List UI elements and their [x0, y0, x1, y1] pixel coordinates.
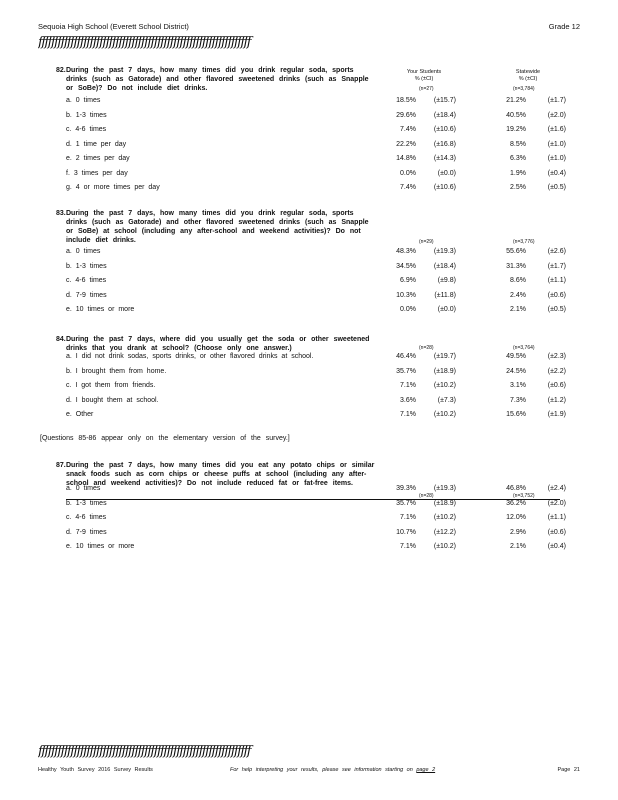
- your-ci: (±0.0): [437, 169, 456, 177]
- your-ci: (±14.3): [433, 155, 456, 162]
- state-ci: (±2.4): [547, 485, 566, 492]
- your-percent: 14.8%: [396, 155, 416, 162]
- footer-help: For help interpreting your results, please see information starting on page 2: [230, 767, 436, 773]
- state-percent: 24.5%: [506, 367, 526, 375]
- school-name: Sequoia High School (Everett School District): [38, 22, 189, 31]
- answer-row: [66, 274, 581, 289]
- question-text: During the past 7 days, where did you usually get the soda or other sweetened drinks that you drank at school? (Choose only one answer.): [66, 336, 370, 352]
- your-ci: (±19.7): [433, 353, 456, 360]
- state-percent: 2.5%: [510, 184, 526, 191]
- answer-row: [66, 379, 581, 394]
- answer-label: b. 1-3 times: [66, 499, 107, 507]
- answer-row: [66, 289, 581, 304]
- state-ci: (±2.6): [547, 248, 566, 255]
- state-percent: 21.2%: [506, 97, 526, 104]
- answer-label: b. I brought them from home.: [66, 367, 167, 375]
- your-ci: (±18.9): [433, 499, 456, 507]
- state-ci: (±0.6): [547, 382, 566, 389]
- answer-row: [66, 350, 581, 365]
- your-percent: 22.2%: [396, 140, 416, 148]
- your-ci: (±12.2): [433, 528, 456, 536]
- answer-label: f. 3 times per day: [66, 169, 128, 177]
- your-ci: (±19.3): [433, 248, 456, 255]
- n-your: (n=28): [419, 345, 434, 351]
- n-state: (n=3,752): [513, 493, 535, 499]
- answer-label: d. 7-9 times: [66, 291, 107, 299]
- state-percent: 36.2%: [506, 499, 526, 507]
- n-your: (n=27): [419, 86, 434, 92]
- state-percent: 8.5%: [510, 140, 526, 148]
- answer-label: c. 4-6 times: [66, 277, 107, 284]
- grade-label: Grade 12: [548, 22, 580, 31]
- answer-label: g. 4 or more times per day: [66, 184, 160, 191]
- answer-label: d. 7-9 times: [66, 528, 107, 536]
- state-percent: 15.6%: [506, 411, 526, 418]
- state-percent: 3.1%: [510, 382, 526, 389]
- state-ci: (±1.7): [547, 262, 566, 270]
- n-your: (n=29): [419, 239, 434, 245]
- answer-row: [66, 303, 581, 318]
- your-percent: 35.7%: [396, 367, 416, 375]
- state-percent: 2.4%: [510, 291, 526, 299]
- your-percent: 0.0%: [400, 169, 416, 177]
- n-state: (n=3,764): [513, 345, 535, 351]
- answer-label: b. 1-3 times: [66, 111, 107, 119]
- question-text: During the past 7 days, how many times did you eat any potato chips or similar snack foods such as corn chips or cheese puffs at school (including any after-school and weekend activities)? Do not include reduced fat or fat-free items.: [66, 462, 375, 487]
- state-percent: 7.3%: [510, 396, 526, 404]
- state-ci: (±0.6): [547, 291, 566, 299]
- your-ci: (±9.8): [437, 277, 456, 284]
- n-state: (n=3,784): [513, 86, 535, 92]
- question-83: 83. During the past 7 days, how many times did you drink regular soda, sports drinks (such as Gatorade) and other flavored sweetened drinks (such as Snapple or SoBe) at school (including any after-school and weekend activities)? Do not include diet drinks. (n=29) (n=3,776) a. 0 times 48.3% (±19.3) 55.6% (±2.6) b. 1-3 times 34.5% (±18.4) 31.3% (±1.7) c. 4-6 times 6.9% (±9.8) 8.6% (±1.1) d. 7-9 times 10.3% (±11.8) 2.4% (±0.6) e. 10 times or more 0.0% (±0.0) 2.1% (±0.5): [66, 209, 581, 318]
- your-ci: (±18.9): [433, 367, 456, 375]
- your-ci: (±7.3): [437, 396, 456, 404]
- answer-row: [66, 123, 581, 138]
- state-percent: 6.3%: [510, 155, 526, 162]
- answer-row: [66, 138, 581, 153]
- state-ci: (±1.2): [547, 396, 566, 404]
- state-ci: (±0.5): [547, 184, 566, 191]
- your-percent: 10.3%: [396, 291, 416, 299]
- your-percent: 6.9%: [400, 277, 416, 284]
- question-text: During the past 7 days, how many times did you drink regular soda, sports drinks (such as Gatorade) and other flavored sweetened drinks (such as Snapple or SoBe) at school (including any after-school and weekend activities)? Do not include diet drinks.: [66, 210, 369, 244]
- state-percent: 2.1%: [510, 306, 526, 313]
- answer-label: c. 4-6 times: [66, 126, 107, 133]
- n-state: (n=3,776): [513, 239, 535, 245]
- question-84: 84. During the past 7 days, where did you usually get the soda or other sweetened drinks that you drank at school? (Choose only one answer.) (n=28) (n=3,764) a. I did not drink sodas, sports drinks, or other flavored drinks at school. 46.4% (±19.7) 49.5% (±2.3) b. I brought them from home. 35.7% (±18.9) 24.5% (±2.2) c. I got them from friends. 7.1% (±10.2) 3.1% (±0.6) d. I bought them at school. 3.6% (±7.3) 7.3% (±1.2) e. Other 7.1% (±10.2) 15.6% (±1.9): [66, 335, 581, 423]
- answer-row: [66, 167, 581, 182]
- your-percent: 0.0%: [400, 306, 416, 313]
- state-percent: 46.8%: [506, 485, 526, 492]
- answer-label: e. 10 times or more: [66, 306, 135, 313]
- note: [Questions 85-86 appear only on the elementary version of the survey.]: [40, 435, 290, 442]
- footer-page-link[interactable]: page 2: [416, 767, 436, 773]
- your-ci: (±10.2): [433, 382, 456, 389]
- col-statewide: Statewide % (±CI): [515, 69, 541, 82]
- your-ci: (±11.8): [434, 291, 456, 299]
- state-percent: 1.9%: [510, 169, 526, 177]
- your-percent: 46.4%: [396, 353, 416, 360]
- your-ci: (±10.2): [433, 543, 456, 550]
- state-percent: 31.3%: [506, 262, 526, 270]
- state-ci: (±1.1): [547, 277, 566, 284]
- state-ci: (±0.4): [547, 169, 566, 177]
- your-ci: (±10.2): [433, 411, 456, 418]
- page-number: Page 21: [557, 767, 580, 773]
- your-percent: 29.6%: [396, 111, 416, 119]
- footer-title: Healthy Youth Survey 2016 Survey Results: [38, 767, 153, 773]
- state-ci: (±1.9): [547, 411, 566, 418]
- answer-label: e. 10 times or more: [66, 543, 135, 550]
- state-percent: 19.2%: [506, 126, 526, 133]
- col-your-students: Your Students % (±CI): [406, 69, 442, 82]
- decorative-rule-top: ffffffffffffffffffffffffffffffffffffffffffffffffffffffffffffffffff: [38, 36, 250, 50]
- answer-row: [66, 526, 581, 541]
- state-ci: (±1.0): [547, 155, 566, 162]
- state-percent: 40.5%: [506, 111, 526, 119]
- your-percent: 10.7%: [396, 528, 416, 536]
- your-percent: 39.3%: [396, 485, 416, 492]
- answer-label: d. 1 time per day: [66, 140, 127, 148]
- state-ci: (±2.3): [547, 353, 566, 360]
- your-ci: (±0.0): [437, 306, 456, 313]
- state-ci: (±0.6): [547, 528, 566, 536]
- answer-row: [66, 394, 581, 409]
- your-percent: 7.1%: [400, 543, 416, 550]
- answer-label: e. Other: [66, 411, 94, 418]
- state-percent: 2.9%: [510, 528, 526, 536]
- answer-row: [66, 260, 581, 275]
- state-percent: 2.1%: [510, 543, 526, 550]
- answer-label: d. I bought them at school.: [66, 396, 159, 404]
- your-percent: 7.4%: [400, 184, 416, 191]
- state-ci: (±1.7): [547, 97, 566, 104]
- decorative-rule-bottom: ffffffffffffffffffffffffffffffffffffffffffffffffffffffffffffffffff: [38, 745, 250, 759]
- your-percent: 18.5%: [396, 97, 416, 104]
- state-ci: (±2.0): [547, 499, 566, 507]
- state-ci: (±0.4): [547, 543, 566, 550]
- state-ci: (±2.2): [547, 367, 566, 375]
- answer-label: a. 0 times: [66, 97, 101, 104]
- your-ci: (±10.6): [433, 184, 456, 191]
- answer-row: [66, 511, 581, 526]
- answer-row: [66, 365, 581, 380]
- your-percent: 35.7%: [396, 499, 416, 507]
- page-header: [38, 22, 580, 31]
- your-ci: (±15.7): [433, 97, 456, 104]
- answer-label: a. I did not drink sodas, sports drinks, or other flavored drinks at school.: [66, 353, 314, 360]
- your-ci: (±10.6): [433, 126, 456, 133]
- answer-row: [66, 482, 581, 497]
- state-ci: (±1.6): [547, 126, 566, 133]
- state-percent: 49.5%: [506, 353, 526, 360]
- your-percent: 3.6%: [400, 396, 416, 404]
- answer-row: [66, 408, 581, 423]
- state-ci: (±0.5): [547, 306, 566, 313]
- answer-label: a. 0 times: [66, 485, 101, 492]
- your-ci: (±18.4): [433, 262, 456, 270]
- your-percent: 34.5%: [396, 262, 416, 270]
- state-ci: (±2.0): [547, 111, 566, 119]
- your-percent: 7.4%: [400, 126, 416, 133]
- question-82: 82. During the past 7 days, how many times did you drink regular soda, sports drinks (such as Gatorade) and other flavored sweetened drinks (such as Snapple or SoBe)? Do not include diet drinks. (n=27) (n=3,784) a. 0 times 18.5% (±15.7) 21.2% (±1.7) b. 1-3 times 29.6% (±18.4) 40.5% (±2.0) c. 4-6 times 7.4% (±10.6) 19.2% (±1.6) d. 1 time per day 22.2% (±16.8) 8.5% (±1.0) e. 2 times per day 14.8% (±14.3) 6.3% (±1.0) f. 3 times per day 0.0% (±0.0) 1.9% (±0.4) g. 4 or more times per day 7.4% (±10.6) 2.5% (±0.5): [66, 66, 581, 196]
- question-text: During the past 7 days, how many times did you drink regular soda, sports drinks (such as Gatorade) and other flavored sweetened drinks (such as Snapple or SoBe)? Do not include diet drinks.: [66, 67, 369, 92]
- your-percent: 7.1%: [400, 411, 416, 418]
- answer-label: c. 4-6 times: [66, 514, 107, 521]
- your-percent: 7.1%: [400, 382, 416, 389]
- answer-row: [66, 94, 581, 109]
- your-percent: 48.3%: [396, 248, 416, 255]
- answer-row: [66, 540, 581, 555]
- answer-row: [66, 152, 581, 167]
- answer-row: [66, 109, 581, 124]
- answer-label: a. 0 times: [66, 248, 101, 255]
- n-your: (n=28): [419, 493, 434, 499]
- your-ci: (±19.3): [433, 485, 456, 492]
- answer-label: e. 2 times per day: [66, 155, 130, 162]
- state-percent: 8.6%: [510, 277, 526, 284]
- answer-row: [66, 497, 581, 512]
- your-ci: (±16.8): [433, 140, 456, 148]
- state-percent: 55.6%: [506, 248, 526, 255]
- your-percent: 7.1%: [400, 514, 416, 521]
- state-ci: (±1.0): [547, 140, 566, 148]
- answer-row: [66, 245, 581, 260]
- state-ci: (±1.1): [547, 514, 566, 521]
- answer-label: b. 1-3 times: [66, 262, 107, 270]
- state-percent: 12.0%: [506, 514, 526, 521]
- your-ci: (±18.4): [433, 111, 456, 119]
- question-87: 87. During the past 7 days, how many times did you eat any potato chips or similar snack foods such as corn chips or cheese puffs at school (including any after-school and weekend activities)? Do not include reduced fat or fat-free items. (n=28) (n=3,752) a. 0 times 39.3% (±19.3) 46.8% (±2.4) b. 1-3 times 35.7% (±18.9) 36.2% (±2.0) c. 4-6 times 7.1% (±10.2) 12.0% (±1.1) d. 7-9 times 10.7% (±12.2) 2.9% (±0.6) e. 10 times or more 7.1% (±10.2) 2.1% (±0.4): [66, 461, 581, 555]
- answer-row: [66, 181, 581, 196]
- answer-label: c. I got them from friends.: [66, 382, 156, 389]
- your-ci: (±10.2): [433, 514, 456, 521]
